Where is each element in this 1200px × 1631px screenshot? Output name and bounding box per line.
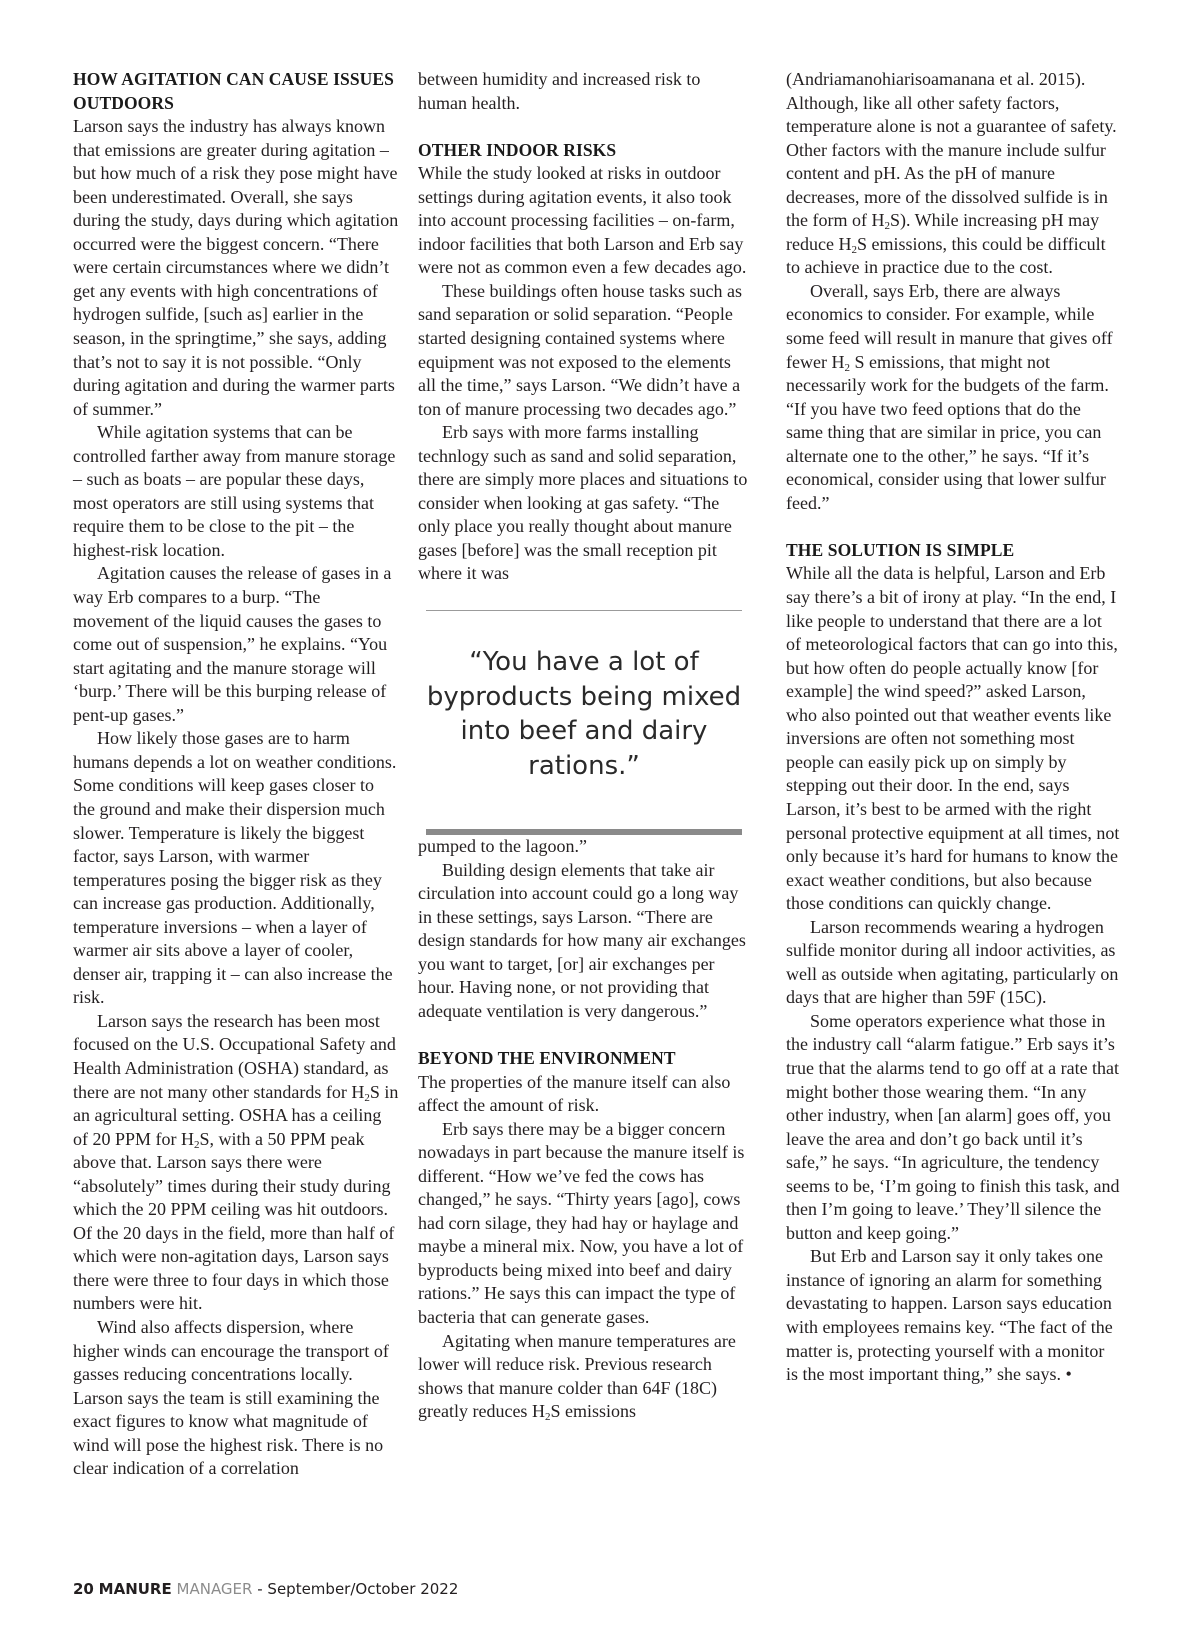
- page-number: 20: [73, 1580, 94, 1598]
- issue-date: - September/October 2022: [257, 1580, 459, 1598]
- paragraph: Overall, says Erb, there are always economics to consider. For example, while some feed will result in manure that gives off fewer $H_2$ S emissions, that might not necessarily work for the budgets of the farm. “If you have two feed options that do the same thing that are similar in price, you can alternate one to the other,” he says. “If it’s economical, consider using that lower sulfur feed.”: [786, 280, 1113, 513]
- paragraph: Some operators experience what those in the industry call “alarm fatigue.” Erb says it’s true that the alarms tend to go off at a rate that might bother those wearing them. “In any other industry, when [an alarm] goes off, you leave the area and don’t go back until it’s safe,” he says. “In agriculture, the tendency seems to be, ‘I’m going to finish this task, and then I’m going to leave.’ They’ll silence the button and keep going.”: [786, 1010, 1120, 1243]
- magazine-brand-secondary: MANAGER: [176, 1580, 253, 1598]
- paragraph: These buildings often house tasks such as sand separation or solid separation. “People started designing contained systems where equipment was not exposed to the elements all the time,” says Larson. “We didn’t have a ton of manure processing two decades ago.”: [418, 280, 742, 419]
- paragraph: While all the data is helpful, Larson and Erb say there’s a bit of irony at play. “In the end, I like people to understand that there are a lot of meteorological factors that can go into this, but how often do people actually know [for example] the wind speed?” asked Larson, who also pointed out that weather events like inversions are often not something most people can easily pick up on simply by stepping out their door. In the end, says Larson, it’s best to be armed with the right personal protective equipment at all times, not only because it’s hard for humans to know the exact weather conditions, but also because those conditions can quickly change.: [786, 563, 1120, 914]
- section-heading-solution: THE SOLUTION IS SIMPLE: [786, 539, 1015, 560]
- paragraph: Erb says there may be a bigger concern nowadays in part because the manure itself is different. “How we’ve fed the cows has changed,” he says. “Thirty years [ago], cows had corn silage, they had hay or haylage and maybe a mineral mix. Now, you have a lot of byproducts being mixed into beef and dairy rations.” He says this can impact the type of bacteria that can generate gases.: [418, 1118, 745, 1327]
- section-heading-environment: BEYOND THE ENVIRONMENT: [418, 1047, 676, 1068]
- paragraph-osha: Larson says the research has been most focused on the U.S. Occupational Safety and Health Administration (OSHA) standard, as there are not many other standards for $H_2S$ in an agricultural setting. OSHA has a ceiling of 20 PPM for $H_2S$, with a 50 PPM peak above that. Larson says there were “absolutely” times during their study during which the 20 PPM ceiling was hit outdoors. Of the 20 days in the field, more than half of which were non-agitation days, Larson says there were three to four days in which those numbers were hit.: [73, 1010, 399, 1314]
- paragraph: pumped to the lagoon.”: [418, 836, 587, 857]
- paragraph: Agitation causes the release of gases in a way Erb compares to a burp. “The movement of the liquid causes the gases to come out of suspension,” he explains. “You start agitating and the manure storage will ‘burp.’ There will be this burping release of pent-up gases.”: [73, 563, 392, 725]
- paragraph: Agitating when manure temperatures are lower will reduce risk. Previous research shows that manure colder than 64F (18C) greatly reduces $H_2S$ emissions: [418, 1330, 736, 1424]
- paragraph: But Erb and Larson say it only takes one instance of ignoring an alarm for something devastating to happen. Larson says education with employees remains key. “The fact of the matter is, protecting yourself with a monitor is the most important thing,” she says. •: [786, 1246, 1113, 1385]
- paragraph: Erb says with more farms installing technlogy such as sand and solid separation, there are simply more places and situations to consider when looking at gas safety. “The only place you really thought about manure gases [before] was the small reception pit where it was: [418, 422, 748, 584]
- pull-quote: “You have a lot of byproducts being mixed into beef and dairy rations.”: [426, 610, 742, 835]
- column-1: [73, 68, 399, 1481]
- paragraph: (Andriamanohiarisoamanana et al. 2015). Although, like all other safety factors, temperature alone is not a guarantee of safety. Other factors with the manure include sulfur content and pH. As the pH of manure decreases, more of the dissolved sulfide is in the form of $H_2S$). While increasing pH may reduce $H_2S$ emissions, this could be difficult to achieve in practice due to the cost.: [786, 69, 1117, 278]
- section-heading-indoor-risks: OTHER INDOOR RISKS: [418, 139, 617, 160]
- paragraph: between humidity and increased risk to human health.: [418, 69, 701, 113]
- magazine-brand: MANURE: [98, 1580, 172, 1598]
- paragraph: The properties of the manure itself can also affect the amount of risk.: [418, 1071, 731, 1116]
- column-2: [418, 68, 748, 1424]
- paragraph: Building design elements that take air circulation into account could go a long way in these settings, says Larson. “There are design standards for how many air exchanges you want to target, [or] air exchanges per hour. Having none, or not providing that adequate ventilation is very dangerous.”: [418, 859, 746, 1021]
- paragraph: Larson recommends wearing a hydrogen sulfide monitor during all indoor activities, as well as outside when agitating, particularly on days that are higher than 59F (15C).: [786, 916, 1119, 1008]
- paragraph: While the study looked at risks in outdoor settings during agitation events, it also took into account processing facilities – on-farm, indoor facilities that both Larson and Erb say were not as common even a few decades ago.: [418, 163, 747, 278]
- column-3: [786, 68, 1120, 1387]
- page-footer: [73, 1580, 458, 1598]
- paragraph: Wind also affects dispersion, where higher winds can encourage the transport of gasses reducing concentrations locally. Larson says the team is still examining the exact figures to know what magnitude of wind will pose the highest risk. There is no clear indication of a correlation: [73, 1316, 389, 1479]
- section-heading-agitation: HOW AGITATION CAN CAUSE ISSUES OUTDOORS: [73, 69, 394, 113]
- paragraph: While agitation systems that can be controlled farther away from manure storage – such as boats – are popular these days, most operators are still using systems that require them to be close to the pit – the highest-risk location.: [73, 422, 396, 560]
- paragraph: Larson says the industry has always known that emissions are greater during agitation – but how much of a risk they pose might have been underestimated. Overall, she says during the study, days during which agitation occurred were the biggest concern. “There were certain circumstances where we didn’t get any events with high concentrations of hydrogen sulfide, [such as] earlier in the season, in the springtime,” she says, adding that’s not to say it is not possible. “Only during agitation and during the warmer parts of summer.”: [73, 116, 399, 419]
- paragraph: How likely those gases are to harm humans depends a lot on weather conditions. Some conditions will keep gases closer to the ground and make their dispersion much slower. Temperature is likely the biggest factor, says Larson, with warmer temperatures posing the bigger risk as they can increase gas production. Additionally, temperature inversions – when a layer of warmer air sits above a layer of cooler, denser air, trapping it – can also increase the risk.: [73, 728, 397, 1008]
